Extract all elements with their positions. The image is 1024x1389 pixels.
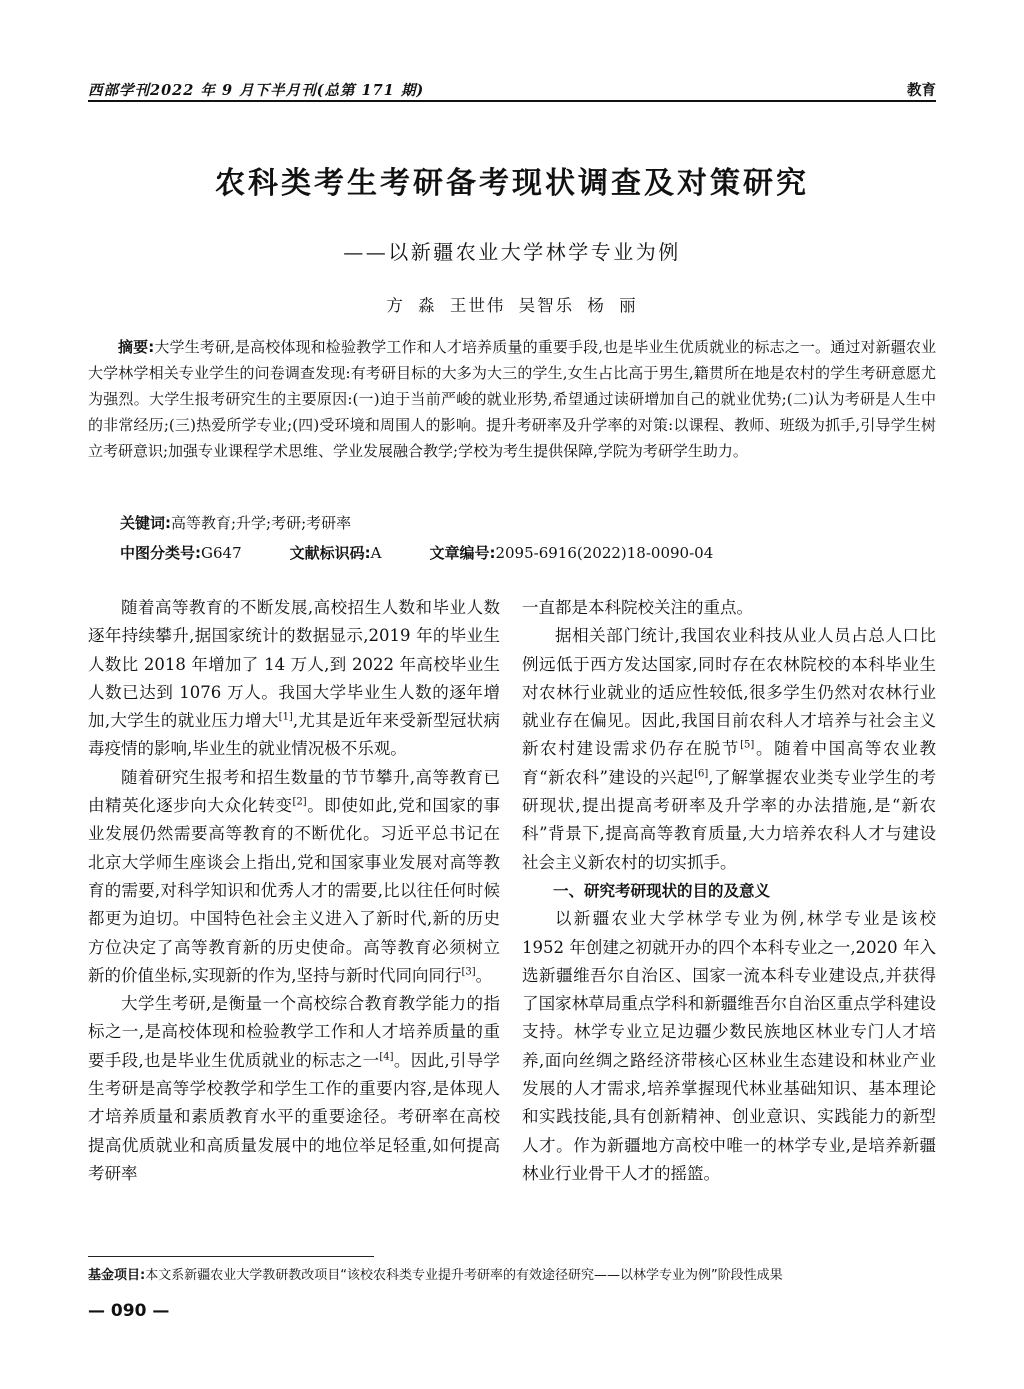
section-heading: 一、研究考研现状的目的及意义: [553, 881, 771, 900]
citation: [6]: [694, 768, 709, 780]
author-list: 方 淼 王世伟 吴智乐 杨 丽: [386, 296, 638, 315]
abstract-text: 大学生考研,是高校体现和检验教学工作和人才培养质量的重要手段,也是毕业生优质就业的标志之一。通过对新疆农业大学林学相关专业学生的问卷调查发现:有考研目标的大多为大三的学生,女生占比高于男生,籍贯所在地是农村的学生考研意愿尤为强烈。大学生报考研究生的主要原因:(一)迫于当前严峻的就业形势,希望通过读研增加自己的就业优势;(二)认为考研是人生中的非常经历;(三)热爱所学专业;(四)受环境和周围人的影响。提升考研率及升学率的对策:以课程、教师、班级为抓手,引导学生树立考研意识;加强专业课程学术思维、学业发展融合教学;学校为考生提供保障,学院为考研学生助力。: [88, 338, 937, 460]
clc-value: G647: [201, 544, 242, 562]
running-header: [88, 74, 936, 100]
citation: [1]: [278, 711, 293, 723]
paragraph: 以新疆农业大学林学专业为例,林学专业是该校 1952 年创建之初就开办的四个本科专业之一,2020 年入选新疆维吾尔自治区、国家一流本科专业建设点,并获得了国家林草局重点学科和新疆维吾尔自治区重点学科建设支持。林学专业立足边疆少数民族地区林业专门人才培养,面向丝绸之路经济带核心区林业生态建设和林业产业发展的人才需求,培养掌握现代林业基础知识、基本理论和实践技能,具有创新精神、创业意识、实践能力的新型人才。作为新疆地方高校中唯一的林学专业,是培养新疆林业行业骨干人才的摇篮。: [522, 909, 936, 1183]
keywords-text: 高等教育;升学;考研;考研率: [171, 514, 352, 532]
citation: [3]: [461, 966, 476, 978]
paragraph: 据相关部门统计,我国农业科技从业人员占总人口比例远低于西方发达国家,同时存在农林院校的本科毕业生对农林行业就业的适应性较低,很多学生仍然对农林行业就业存在偏见。因此,我国目前农科人才培养与社会主义新农村建设需求仍存在脱节[5]。随着中国高等农业教育“新农科”建设的兴起[6],了解掌握农业类专业学生的考研现状,提出提高考研率及升学率的办法措施,是“新农科”背景下,提高高等教育质量,大力培养农科人才与建设社会主义新农村的切实抓手。: [522, 626, 937, 872]
abstract-label: 摘要:: [118, 338, 155, 356]
paragraph: 一直都是本科院校关注的重点。: [522, 598, 753, 617]
section-label: 教育: [907, 83, 936, 99]
clc-label: 中图分类号:: [120, 544, 201, 562]
keywords-label: 关键词:: [120, 514, 171, 532]
footnote-rule: [88, 1256, 374, 1257]
fund-text: 本文系新疆农业大学教研教改项目“该校农科类专业提升考研率的有效途径研究——以林学专业为例”阶段性成果: [145, 1268, 783, 1283]
body-right-column: [522, 594, 936, 1188]
citation: [2]: [292, 796, 307, 808]
citation: [4]: [379, 1051, 394, 1063]
keywords: [120, 512, 351, 533]
paragraph: 大学生考研,是衡量一个高校综合教育教学能力的指标之一,是高校体现和检验教学工作和人才培养质量的重要手段,也是毕业生优质就业的标志之一[4]。因此,引导学生考研是高等学校教学和学生工作的重要内容,是体现人才培养质量和素质教育水平的重要途径。考研率在高校提高优质就业和高质量发展中的地位举足轻重,如何提高考研率: [88, 994, 500, 1183]
doc-code-label: 文献标识码:: [289, 544, 371, 562]
body-left-column: [88, 594, 500, 1188]
doc-code-value: A: [370, 544, 382, 562]
article-number-value: 2095-6916(2022)18-0090-04: [495, 544, 714, 562]
article-subtitle: ——以新疆农业大学林学专业为例: [343, 240, 681, 264]
citation: [5]: [740, 739, 755, 751]
article-number-label: 文章编号:: [429, 544, 496, 562]
header-rule: [88, 100, 936, 102]
fund-label: 基金项目:: [88, 1268, 146, 1283]
paragraph: 随着研究生报考和招生数量的节节攀升,高等教育已由精英化逐步向大众化转变[2]。即使如此,党和国家的事业发展仍然需要高等教育的不断优化。习近平总书记在北京大学师生座谈会上指出,党和国家事业发展对高等教育的需要,对科学知识和优秀人才的需要,比以往任何时候都更为迫切。中国特色社会主义进入了新时代,新的历史方位决定了高等教育新的历史使命。高等教育必须树立新的价值坐标,实现新的作为,坚持与新时代同向同行[3]。: [88, 767, 501, 985]
abstract: [88, 334, 936, 464]
classification-line: [120, 542, 936, 563]
page-number: — 090 —: [88, 1301, 170, 1321]
paragraph: 随着高等教育的不断发展,高校招生人数和毕业人数逐年持续攀升,据国家统计的数据显示,2019 年的毕业生人数比 2018 年增加了 14 万人,到 2022 年高校毕业生人数已达到 1076 万人。我国大学毕业生人数的逐年增加,大学生的就业压力增大[1],尤其是近年来受新型冠状病毒疫情的影响,毕业生的就业情况极不乐观。: [88, 598, 501, 759]
funding-note: [88, 1264, 936, 1283]
article-title: 农科类考生考研备考现状调查及对策研究: [215, 166, 809, 201]
journal-info: 西部学刊2022 年 9 月下半月刊(总第 171 期): [88, 82, 425, 99]
